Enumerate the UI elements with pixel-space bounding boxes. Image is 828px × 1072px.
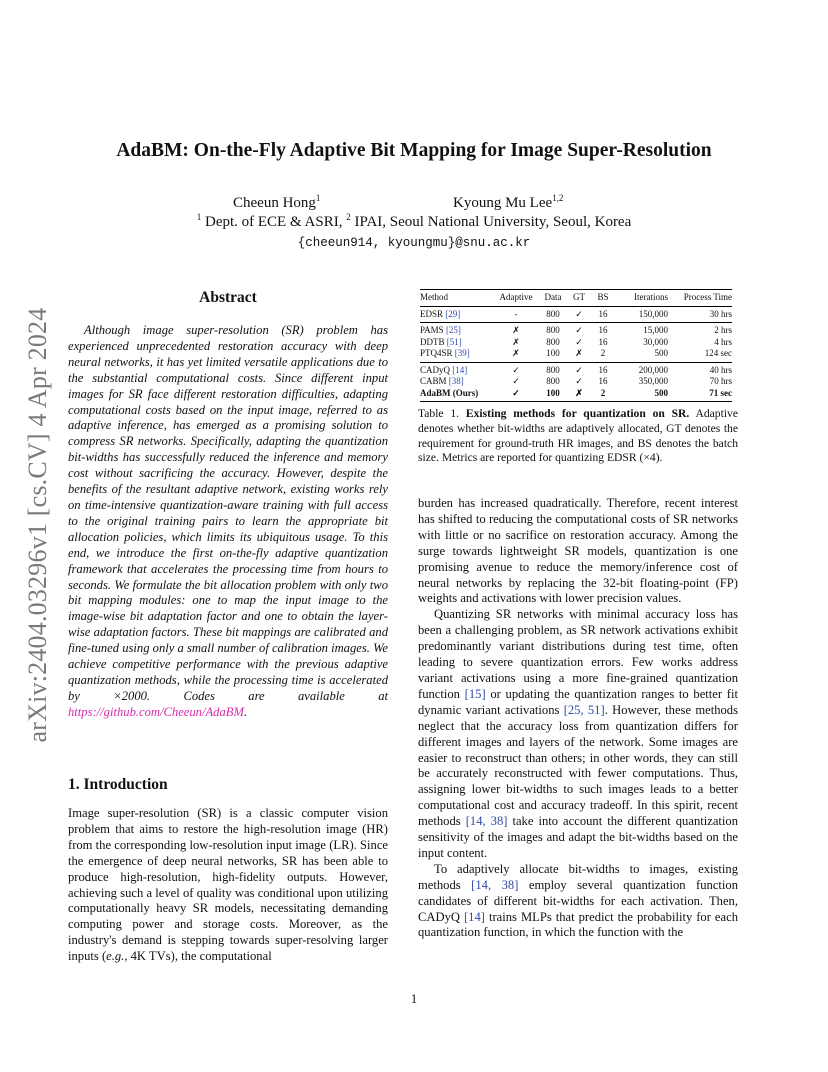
- paragraph: To adaptively allocate bit-widths to images, existing methods [14, 38] employ several quantization function candidates of different bit-widths for each activation. Then, CADyQ [14] trains MLPs that predict the probability for each quantization function, in which the function with the: [418, 861, 739, 940]
- section-heading-introduction: 1. Introduction: [68, 776, 168, 793]
- table-cell-method: AdaBM (Ours): [420, 387, 479, 398]
- table-cell-iter: 15,000: [643, 325, 668, 335]
- citation-link[interactable]: [15]: [464, 686, 486, 701]
- table-cell-method: DDTB [51]: [420, 336, 462, 347]
- citation-link[interactable]: [39]: [454, 348, 470, 358]
- page-number: 1: [410, 992, 418, 1006]
- table-cell-adaptive: ✗: [512, 348, 520, 358]
- table-cell-method: PAMS [25]: [420, 325, 461, 335]
- intro-paragraph: Image super-resolution (SR) is a classic computer vision problem that aims to restore the high-resolution image (HR) from the corresponding low-resolution input image (LR). Since the emergence of deep neural networks, SR has been able to produce high-resolution, high-fidelity outputs. However, achieving such a level of quality was conditional upon utilizing computationally heavy SR models, necessitating demanding computing power and storage costs. Moreover, as the industry's demand is stepping towards super-resolving larger inputs (e.g., 4K TVs), the computational: [68, 806, 388, 964]
- table-cell-data: 800: [546, 308, 560, 319]
- table-cell-data: 800: [546, 364, 560, 375]
- table-row: [420, 365, 732, 377]
- table-row: [420, 388, 732, 400]
- arxiv-stamp: [22, 290, 54, 760]
- table-row: [420, 325, 732, 337]
- table-cell-bs: 2: [600, 387, 606, 398]
- table-cell-data: 800: [546, 325, 560, 335]
- table-cell-bs: 16: [598, 336, 608, 347]
- table-cell-time: 4 hrs: [714, 336, 732, 347]
- table-header-cell: Process Time: [683, 292, 732, 302]
- table-cell-gt: ✗: [575, 387, 583, 398]
- arxiv-stamp-text: arXiv:2404.03296v1 [cs.CV] 4 Apr 2024: [23, 307, 52, 743]
- table-cell-adaptive: ✗: [512, 325, 520, 335]
- table-cell-iter: 30,000: [643, 336, 668, 347]
- table-cell-iter: 500: [654, 348, 668, 358]
- affiliation: $^1$ Dept. of ECE & ASRI, $^2$ IPAI, Seoul National University, Seoul, Korea: [196, 212, 632, 230]
- table-cell-gt: ✓: [575, 336, 583, 347]
- citation-link[interactable]: [25, 51]: [563, 702, 605, 717]
- abstract-heading: Abstract: [199, 289, 257, 306]
- citation-link[interactable]: [25]: [445, 325, 461, 335]
- table-header-cell: Method: [420, 292, 448, 302]
- table-row: [420, 337, 732, 349]
- table-cell-gt: ✓: [575, 376, 583, 386]
- table-header-cell: GT: [573, 292, 585, 302]
- author-email: {cheeun914, kyoungmu}@snu.ac.kr: [297, 236, 531, 250]
- table-cell-gt: ✓: [575, 325, 583, 335]
- citation-link[interactable]: [14, 38]: [471, 877, 519, 892]
- table-cell-data: 800: [546, 376, 560, 386]
- table-cell-time: 40 hrs: [709, 364, 732, 375]
- table-cell-gt: ✗: [575, 348, 583, 358]
- citation-link[interactable]: [38]: [448, 376, 464, 386]
- table-cell-iter: 350,000: [638, 376, 668, 386]
- table-cell-bs: 16: [598, 364, 608, 375]
- paper-title: AdaBM: On-the-Fly Adaptive Bit Mapping for Image Super-Resolution: [116, 140, 712, 161]
- methods-table: [420, 289, 732, 402]
- table-cell-time: 71 sec: [709, 387, 732, 398]
- table-header-cell: Data: [544, 292, 562, 302]
- table-cell-bs: 16: [598, 376, 608, 386]
- table-caption: Table 1. Existing methods for quantization on SR. Adaptive denotes whether bit-widths are adaptively allocated, GT denotes the requirement for ground-truth HR images, and BS denotes the batch size. Metrics are reported for quantizing EDSR (×4).: [418, 407, 738, 465]
- author-1: Cheeun Hong$^1$: [233, 193, 321, 211]
- table-cell-adaptive: ✓: [512, 376, 520, 386]
- citation-link[interactable]: [14, 38]: [465, 814, 508, 829]
- table-header-cell: Adaptive: [499, 292, 533, 302]
- table-cell-iter: 150,000: [638, 308, 668, 319]
- table-header-row: [420, 292, 732, 304]
- code-link[interactable]: https://github.com/Cheeun/AdaBM: [68, 704, 244, 719]
- right-column-text: [418, 496, 738, 941]
- table-cell-gt: ✓: [575, 364, 583, 375]
- table-cell-adaptive: -: [514, 308, 518, 319]
- citation-link[interactable]: [51]: [446, 336, 462, 347]
- table-cell-iter: 500: [654, 387, 668, 398]
- table-cell-gt: ✓: [575, 308, 583, 319]
- table-cell-adaptive: ✓: [512, 364, 520, 375]
- citation-link[interactable]: [14]: [452, 364, 468, 375]
- table-cell-method: EDSR [29]: [420, 308, 461, 319]
- paragraph: burden has increased quadratically. Therefore, recent interest has shifted to reducing the computational costs of SR networks with little or no sacrifice on restoration accuracy. Among the surge towards lightweight SR models, quantization is one promising avenue to reduce the memory/inference cost of neural networks by replacing the 32-bit floating-point (FP) weights and activations with lower precision values.: [418, 496, 738, 606]
- paragraph: Quantizing SR networks with minimal accuracy loss has been a challenging problem, as SR network activations exhibit predominantly variant distributions during test time, often leading to severe quantization errors. Few works address variant activations using a more fine-grained quantization function [15] or updating the quantization ranges to better fit dynamic variant activations [25, 51]. However, these methods neglect that the accuracy loss from quantization differs for different images and layers of the network. Some images are easier to reconstruct than others; in other words, they can still be accurately reconstructed with fewer computations. Thus, assigning lower bit-widths to such images leads to a better computational cost and accuracy tradeoff. In this spirit, recent methods [14, 38] take into account the different quantization sensitivity of the images and adapt the bit-widths based on the input content.: [418, 607, 739, 860]
- citation-link[interactable]: [14]: [463, 909, 485, 924]
- table-cell-time: 124 sec: [704, 348, 732, 358]
- table-cell-method: CABM [38]: [420, 376, 464, 386]
- table-cell-data: 100: [546, 348, 560, 358]
- table-cell-bs: 2: [600, 348, 606, 358]
- table-cell-time: 30 hrs: [709, 308, 732, 319]
- abstract-body: Although image super-resolution (SR) problem has experienced unprecedented restoration accuracy with deep neural networks, it has yet limited versatile applications due to the substantial computational costs. Since different input images for SR face different restoration difficulties, adapting computational costs based on the input image, referred to as adaptive inference, has emerged as a promising solution to compress SR networks. Specifically, adapting the quantization bit-widths has successfully reduced the inference and memory cost without sacrificing the accuracy. However, despite the benefits of the resultant adaptive network, existing works rely on time-intensive quantization-aware training with full access to the original training pairs to learn the appropriate bit allocation policies, which limits its ubiquitous usage. To this end, we introduce the first on-the-fly adaptive quantization framework that accelerates the processing time from hours to seconds. We formulate the bit allocation problem with only two bit mapping modules: one to map the input image to the image-wise bit adaptation factor and one to obtain the layer-wise adaptation factors. These bit mappings are calibrated and fine-tuned using only a small number of calibration images. We achieve competitive performance with the previous adaptive quantization methods, while the processing time is accelerated by ×2000. Codes are available at https://github.com/Cheeun/AdaBM.: [68, 323, 388, 719]
- table-cell-time: 2 hrs: [714, 325, 732, 335]
- table-header-cell: Iterations: [634, 292, 668, 302]
- table-row: [420, 348, 732, 360]
- table-cell-method: CADyQ [14]: [420, 364, 468, 375]
- table-cell-time: 70 hrs: [709, 376, 732, 386]
- table-cell-bs: 16: [598, 308, 608, 319]
- table-row: [420, 309, 732, 321]
- table-cell-adaptive: ✓: [512, 387, 520, 398]
- table-cell-adaptive: ✗: [512, 336, 520, 347]
- citation-link[interactable]: [29]: [445, 308, 461, 319]
- table-body: [420, 306, 732, 403]
- table-cell-data: 100: [546, 387, 560, 398]
- table-cell-iter: 200,000: [638, 364, 668, 375]
- table-header-cell: BS: [597, 292, 609, 302]
- table-row: [420, 376, 732, 388]
- table-cell-method: PTQ4SR [39]: [420, 348, 470, 358]
- table-cell-data: 800: [546, 336, 560, 347]
- author-2: Kyoung Mu Lee$^{1,2}$: [453, 193, 564, 211]
- table-cell-bs: 16: [598, 325, 608, 335]
